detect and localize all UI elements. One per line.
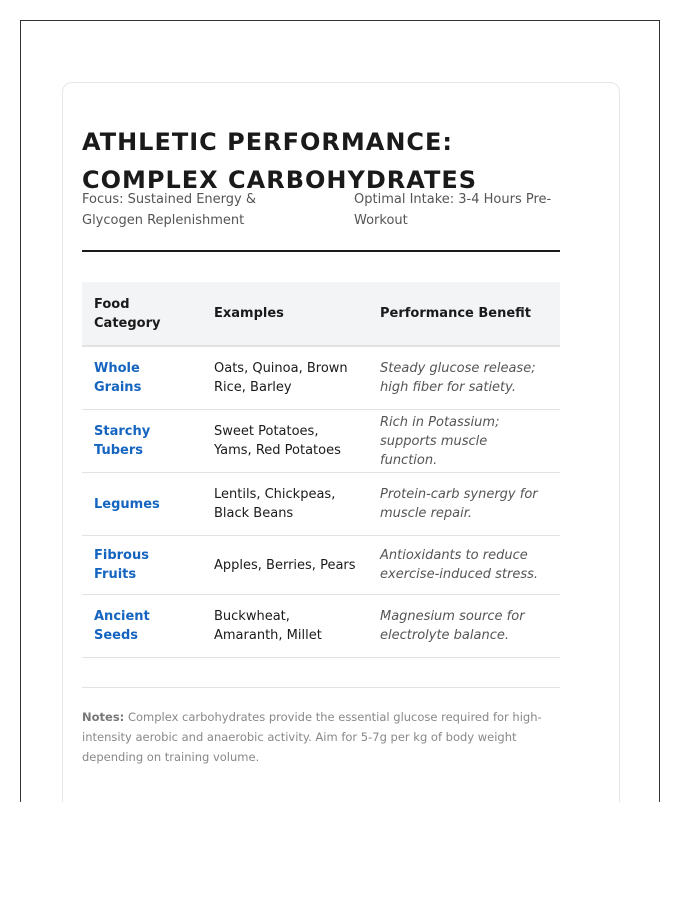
notes-text: Complex carbohydrates provide the essential glucose required for high-intensity aerobic and anaerobic activity. Aim for 5-7g per kg of body weight depending on training volume. bbox=[82, 710, 542, 764]
notes-divider bbox=[82, 687, 560, 688]
examples-cell: Buckwheat, Amaranth, Millet bbox=[202, 595, 368, 658]
benefit-cell: Steady glucose release; high fiber for satiety. bbox=[368, 346, 560, 410]
food-category-cell: Fibrous Fruits bbox=[82, 536, 202, 595]
table-row bbox=[82, 410, 560, 473]
food-category-cell: Ancient Seeds bbox=[82, 595, 202, 658]
notes-section bbox=[82, 707, 562, 767]
intake-meta: Optimal Intake: 3-4 Hours Pre-Workout bbox=[354, 192, 552, 228]
food-table bbox=[82, 282, 560, 658]
table-row bbox=[82, 346, 560, 410]
examples-cell: Oats, Quinoa, Brown Rice, Barley bbox=[202, 346, 368, 410]
benefit-cell: Rich in Potassium; supports muscle function. bbox=[368, 410, 560, 473]
notes-label: Notes: bbox=[82, 710, 125, 724]
food-category-cell: Starchy Tubers bbox=[82, 410, 202, 473]
benefit-cell: Magnesium source for electrolyte balance. bbox=[368, 595, 560, 658]
table-row bbox=[82, 595, 560, 658]
column-header-category: Food Category bbox=[82, 282, 202, 346]
benefit-cell: Antioxidants to reduce exercise-induced stress. bbox=[368, 536, 560, 595]
focus-meta: Focus: Sustained Energy & Glycogen Replenishment bbox=[82, 192, 256, 228]
examples-cell: Sweet Potatoes, Yams, Red Potatoes bbox=[202, 410, 368, 473]
examples-cell: Lentils, Chickpeas, Black Beans bbox=[202, 473, 368, 536]
title-divider bbox=[82, 250, 560, 252]
table-row bbox=[82, 473, 560, 536]
benefit-cell: Protein-carb synergy for muscle repair. bbox=[368, 473, 560, 536]
table-row bbox=[82, 536, 560, 595]
food-category-cell: Legumes bbox=[82, 473, 202, 536]
column-header-benefit: Performance Benefit bbox=[368, 282, 560, 346]
table-header-row bbox=[82, 282, 560, 346]
document-frame bbox=[20, 20, 660, 802]
examples-cell: Apples, Berries, Pears bbox=[202, 536, 368, 595]
column-header-examples: Examples bbox=[202, 282, 368, 346]
page-title: ATHLETIC PERFORMANCE: COMPLEX CARBOHYDRATES bbox=[82, 128, 478, 194]
food-category-cell: Whole Grains bbox=[82, 346, 202, 410]
